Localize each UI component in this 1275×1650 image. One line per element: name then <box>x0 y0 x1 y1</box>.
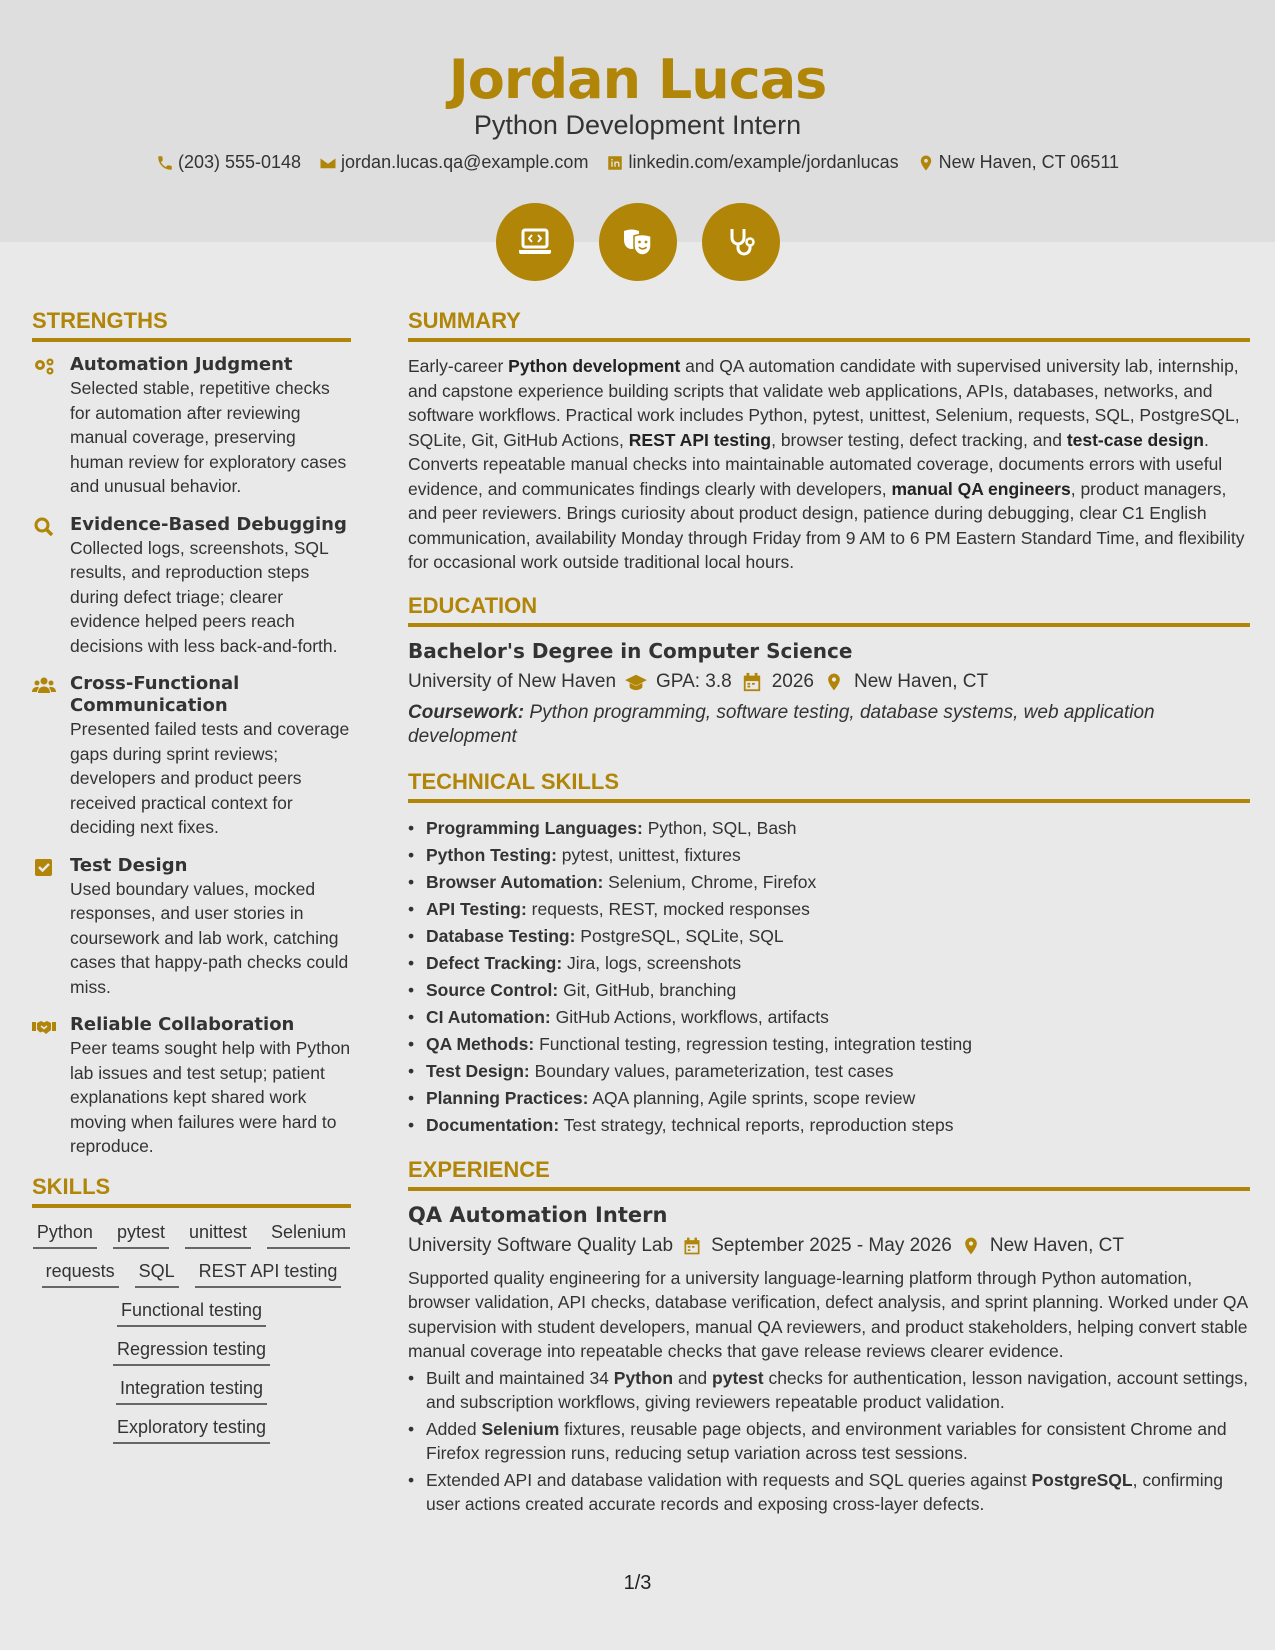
summary-heading: SUMMARY <box>408 308 1250 342</box>
gpa: GPA: 3.8 <box>656 670 732 692</box>
job-details <box>408 1235 1250 1257</box>
list-item: • QA Methods: Functional testing, regression testing, integration testing <box>408 1031 1250 1058</box>
map-pin-icon <box>961 1236 981 1256</box>
strength-item <box>32 354 351 499</box>
map-pin-icon <box>823 672 845 692</box>
skill-chip: Functional testing <box>117 1300 266 1327</box>
list-item: • Python Testing: pytest, unittest, fixtures <box>408 842 1250 869</box>
skill-chip: SQL <box>135 1261 179 1288</box>
skills-row <box>32 1261 351 1288</box>
envelope-icon <box>319 154 337 172</box>
calendar-icon <box>682 1236 702 1256</box>
list-item: • Added Selenium fixtures, reusable page objects, and environment variables for consistent Chrome and Firefox regression runs, reducing setup variation across test sessions. <box>408 1417 1250 1466</box>
list-item: • Database Testing: PostgreSQL, SQLite, SQL <box>408 923 1250 950</box>
linkedin-icon <box>606 154 624 172</box>
strength-item <box>32 855 351 1000</box>
skills-row <box>32 1222 351 1249</box>
strength-item <box>32 514 351 659</box>
skill-chip: Integration testing <box>116 1378 267 1405</box>
list-item: • Extended API and database validation with requests and SQL queries against PostgreSQL, confirming user actions created accurate records and exposing cross-layer defects. <box>408 1468 1250 1517</box>
skills-chips <box>32 1220 351 1446</box>
experience-heading: EXPERIENCE <box>408 1157 1250 1191</box>
users-icon <box>32 675 56 697</box>
job-description: Supported quality engineering for a university language-learning platform through Python automation, browser validation, API checks, database verification, defect analysis, and sprint planning. Worked under QA supervision with student developers, manual QA reviewers, and product stakeholders, helping convert stable manual coverage into repeatable checks that gave release reviews clearer evidence. <box>408 1267 1248 1361</box>
strength-desc: Used boundary values, mocked responses, and user stories in coursework and lab work, catching cases that happy-path checks could miss. <box>70 878 349 997</box>
email-text: jordan.lucas.qa@example.com <box>341 152 589 172</box>
page-number: 1/3 <box>623 1572 652 1594</box>
checkbox-icon <box>32 857 56 879</box>
magnifier-icon <box>32 516 56 538</box>
list-item: • Defect Tracking: Jira, logs, screenshots <box>408 950 1250 977</box>
skill-chip: Regression testing <box>113 1339 270 1366</box>
technical-skills-heading: TECHNICAL SKILLS <box>408 769 1250 803</box>
strength-desc: Selected stable, repetitive checks for automation after reviewing manual coverage, preserving human review for exploratory cases and unusual behavior. <box>70 378 347 496</box>
map-pin-icon <box>917 154 935 172</box>
skills-row <box>32 1417 351 1444</box>
strength-item <box>32 1014 351 1159</box>
calendar-icon <box>741 672 763 692</box>
skill-chip: Exploratory testing <box>113 1417 270 1444</box>
phone-icon <box>156 154 174 172</box>
list-item: • Browser Automation: Selenium, Chrome, Firefox <box>408 869 1250 896</box>
skills-row <box>32 1339 351 1366</box>
summary-text: Early-career Python development and QA automation candidate with supervised university lab, internship, and capstone experience building scripts that validate web applications, APIs, databases, networks, and software workflows. Practical work includes Python, pytest, unittest, Selenium, requests, SQL, PostgreSQL, SQLite, Git, GitHub Actions, REST API testing, browser testing, defect tracking, and test-case design. Converts repeatable manual checks into maintainable automated coverage, documents errors with useful evidence, and communicates findings clearly with developers, manual QA engineers, product managers, and peer reviewers. Brings curiosity about product design, patience during debugging, clear C1 English communication, availability Monday through Friday from 9 AM to 6 PM Eastern Standard Time, and flexibility for occasional work outside traditional local hours. <box>408 356 1245 572</box>
degree: Bachelor's Degree in Computer Science <box>408 638 853 663</box>
strength-title: Test Design <box>70 854 188 876</box>
candidate-role: Python Development Intern <box>473 110 802 140</box>
list-item: • Planning Practices: AQA planning, Agile sprints, scope review <box>408 1085 1250 1112</box>
education-details <box>408 671 1250 693</box>
job-bullets <box>408 1366 1250 1517</box>
laptop-code-icon <box>496 203 574 281</box>
skills-heading: SKILLS <box>32 1174 351 1208</box>
list-item: • Programming Languages: Python, SQL, Bash <box>408 815 1250 842</box>
contact-email[interactable] <box>319 152 588 173</box>
strength-title: Evidence-Based Debugging <box>70 513 347 535</box>
list-item: • CI Automation: GitHub Actions, workflows, artifacts <box>408 1004 1250 1031</box>
contact-bar <box>0 152 1275 173</box>
strength-desc: Collected logs, screenshots, SQL results, and reproduction steps during defect triage; clearer evidence helped peers reach decisions with less back-and-forth. <box>70 537 338 656</box>
contact-linkedin[interactable] <box>606 152 898 173</box>
strength-desc: Peer teams sought help with Python lab issues and test setup; patient explanations kept shared work moving when failures were hard to reproduce. <box>70 1038 351 1156</box>
phone-text: (203) 555-0148 <box>177 152 302 172</box>
right-column <box>408 308 1250 1517</box>
skill-chip: Python <box>33 1222 97 1249</box>
technical-skills-list <box>408 815 1250 1139</box>
strength-desc: Presented failed tests and coverage gaps during sprint reviews; developers and product peers received practical context for deciding next fixes. <box>70 719 350 837</box>
company: University Software Quality Lab <box>408 1234 674 1256</box>
strength-item <box>32 673 351 840</box>
strength-title: Automation Judgment <box>70 354 293 375</box>
theater-masks-icon <box>599 203 677 281</box>
candidate-name: Jordan Lucas <box>448 48 827 111</box>
linkedin-text: linkedin.com/example/jordanlucas <box>628 152 899 172</box>
graduation-year: 2026 <box>771 670 814 692</box>
gears-icon <box>32 356 56 378</box>
education-heading: EDUCATION <box>408 593 1250 627</box>
list-item: • Built and maintained 34 Python and pytest checks for authentication, lesson navigation, account settings, and subscription workflows, giving reviewers repeatable product validation. <box>408 1366 1250 1415</box>
strengths-heading: STRENGTHS <box>32 308 351 342</box>
education-location: New Haven, CT <box>854 670 989 692</box>
job-title: QA Automation Intern <box>408 1202 668 1227</box>
skill-chip: Selenium <box>267 1222 350 1249</box>
skill-chip: requests <box>42 1261 119 1288</box>
left-column <box>32 308 351 1446</box>
strength-title: Cross-Functional Communication <box>70 673 240 716</box>
handshake-icon <box>32 1016 56 1038</box>
location-text: New Haven, CT 06511 <box>938 152 1120 172</box>
stethoscope-icon <box>702 203 780 281</box>
graduation-cap-icon <box>625 672 647 692</box>
skill-chip: REST API testing <box>195 1261 342 1288</box>
skills-row <box>32 1378 351 1405</box>
list-item: • Source Control: Git, GitHub, branching <box>408 977 1250 1004</box>
contact-phone[interactable] <box>156 152 301 173</box>
list-item: • Test Design: Boundary values, parameterization, test cases <box>408 1058 1250 1085</box>
coursework: Coursework: Python programming, software testing, database systems, web application development <box>408 701 1155 747</box>
list-item: • Documentation: Test strategy, technical reports, reproduction steps <box>408 1112 1250 1139</box>
contact-location <box>917 152 1119 173</box>
interest-icons <box>0 203 1275 281</box>
strength-title: Reliable Collaboration <box>70 1014 295 1035</box>
job-location: New Haven, CT <box>989 1234 1124 1256</box>
skill-chip: pytest <box>113 1222 169 1249</box>
school: University of New Haven <box>408 670 617 692</box>
list-item: • API Testing: requests, REST, mocked responses <box>408 896 1250 923</box>
skills-row <box>32 1300 351 1327</box>
job-dates: September 2025 - May 2026 <box>711 1234 952 1256</box>
skill-chip: unittest <box>185 1222 251 1249</box>
